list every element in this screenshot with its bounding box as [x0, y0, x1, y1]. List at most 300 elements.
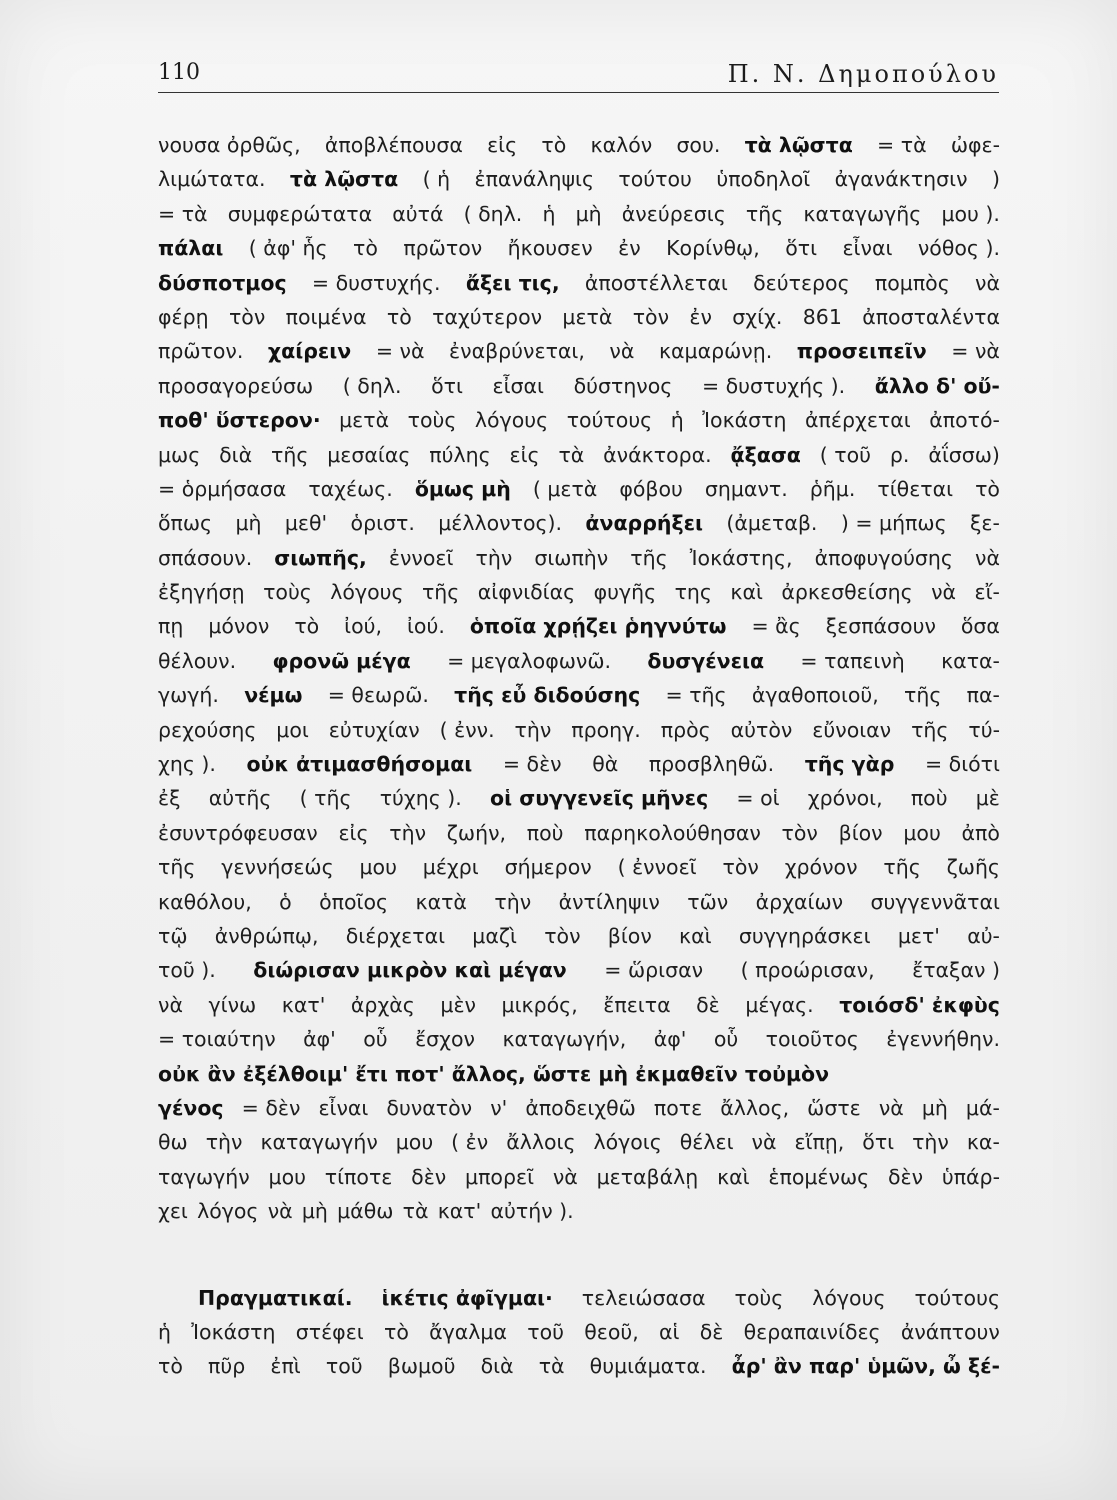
text-segment: ἄλλοις — [506, 1130, 576, 1155]
text-segment: μὴ — [235, 511, 262, 536]
text-segment: ἡ — [158, 1319, 171, 1344]
text-segment: δεύτερος — [753, 270, 850, 295]
text-line — [158, 1281, 1000, 1315]
text-segment: γεννήσεώς — [221, 855, 334, 880]
text-segment: νὰ — [975, 545, 1000, 570]
lemma-term: διώρισαν μικρὸν καὶ μέγαν — [253, 958, 567, 983]
text-segment: τὴν — [475, 545, 513, 570]
text-line — [158, 644, 1000, 678]
text-segment: γωγή. — [158, 683, 219, 708]
text-segment: τὰ — [538, 1354, 565, 1379]
text-segment: οὗ — [713, 1027, 739, 1052]
text-segment: τοὺς — [734, 1285, 784, 1310]
text-segment: ( προώρισαν, — [740, 958, 875, 983]
text-segment: ρεχούσης — [158, 717, 257, 742]
lemma-term: ᾄξασα — [730, 442, 801, 467]
text-segment: λόγους — [474, 408, 549, 433]
text-segment: ( μετὰ — [532, 476, 598, 501]
text-line — [158, 575, 1000, 609]
text-segment: τοὺς — [263, 580, 312, 605]
text-segment: ὅτι — [431, 373, 463, 398]
text-segment: τὴν — [389, 820, 427, 845]
text-segment: θω — [158, 1130, 188, 1155]
text-segment: ποιμένα — [285, 304, 367, 329]
text-segment: δὲν — [887, 1164, 924, 1189]
text-segment: τούτου — [618, 167, 692, 192]
text-line — [158, 850, 1000, 884]
text-segment: σχίχ. — [732, 304, 783, 329]
lemma-term: νέμω — [244, 683, 303, 708]
text-segment: ξεσπάσουν — [825, 614, 936, 639]
text-segment: πῦρ — [208, 1354, 246, 1379]
text-segment: νὰ — [975, 270, 1000, 295]
text-segment: ἀπὸ — [961, 820, 1000, 845]
text-segment: συγγηράσκει — [738, 923, 871, 948]
text-segment: καὶ — [730, 580, 763, 605]
text-line — [158, 438, 1000, 472]
text-segment: ἀγανάκτησιν — [834, 167, 968, 192]
text-segment: καὶ — [717, 1164, 750, 1189]
text-segment: μεσαίας — [327, 442, 411, 467]
text-segment: ταχέως. — [308, 476, 393, 501]
text-segment: ὁριστ. — [350, 511, 415, 536]
text-segment: νὰ — [931, 580, 957, 605]
text-segment: μέγας. — [745, 992, 814, 1017]
text-line — [158, 747, 1000, 781]
text-segment: κατα- — [941, 648, 1000, 673]
text-segment: τὸ — [158, 1354, 183, 1379]
text-segment: τὸ — [975, 476, 1000, 501]
text-segment: βίον — [838, 820, 883, 845]
text-segment: ἀγαθοποιοῦ, — [751, 683, 879, 708]
lemma-term: τῆς γὰρ — [804, 752, 895, 777]
text-segment: θέλει — [679, 1130, 734, 1155]
text-line — [158, 919, 1000, 953]
text-segment: τοῦ ). — [158, 958, 216, 983]
text-segment: κα- — [966, 1130, 1000, 1155]
text-segment: ὁ — [279, 889, 292, 914]
lemma-term: Πραγματικαί. — [198, 1285, 353, 1310]
text-segment: προηγ. — [571, 717, 641, 742]
text-segment: πῃ — [158, 614, 184, 639]
text-segment: τοῦ — [527, 1319, 564, 1344]
text-segment: κατ' — [281, 992, 326, 1017]
text-segment: ἀνεύρεσις — [621, 201, 726, 226]
text-segment: λόγους — [812, 1285, 886, 1310]
running-head: Π. Ν. Δημοπούλου — [727, 60, 999, 88]
text-segment: νὰ — [267, 1199, 293, 1224]
lemma-term: ἱκέτις ἀφῖγμαι· — [381, 1285, 553, 1310]
text-segment: τίποτε — [324, 1164, 393, 1189]
text-segment: τῆς — [883, 855, 921, 880]
text-segment: συμφερώτατα — [227, 201, 373, 226]
lemma-term: οὐκ ἀτιμασθήσομαι — [246, 752, 473, 777]
text-segment: στέφει — [295, 1319, 364, 1344]
text-line — [158, 1194, 1000, 1228]
text-segment: τὸν — [632, 304, 670, 329]
text-segment: θεραπαινίδες — [743, 1319, 881, 1344]
text-segment: καλόν — [590, 133, 653, 157]
lemma-term: σιωπῆς, — [274, 545, 367, 570]
text-segment: ἀνάκτορα. — [603, 442, 712, 467]
text-segment: τοὺς — [407, 408, 457, 433]
text-segment: = οἱ — [736, 786, 780, 811]
text-segment: = τῆς — [665, 683, 727, 708]
text-segment: ( ἐνν. — [439, 717, 495, 742]
text-segment: ἐξ — [158, 786, 181, 811]
text-line — [158, 197, 1000, 231]
text-segment: ἔπειτα — [603, 992, 671, 1017]
text-segment: εἴπῃ, — [794, 1130, 845, 1155]
text-segment: μὲν — [440, 992, 476, 1017]
text-line — [158, 231, 1000, 265]
text-segment: ἀφ' — [653, 1027, 687, 1052]
text-line — [158, 334, 1000, 368]
text-segment: αἱ — [659, 1319, 680, 1344]
text-segment: μου — [268, 1164, 306, 1189]
text-segment: ὁποῖος — [319, 889, 389, 914]
text-line — [158, 541, 1000, 575]
text-segment: μου — [395, 1130, 434, 1155]
text-segment: καθόλου, — [158, 889, 252, 914]
text-segment: χης ). — [158, 752, 216, 777]
lemma-term: δυσγένεια — [647, 648, 765, 673]
text-segment: τῆς — [158, 855, 196, 880]
page-number: 110 — [158, 60, 200, 85]
lemma-term: φρονῶ μέγα — [272, 648, 411, 673]
text-line — [158, 885, 1000, 919]
text-segment: ἐπανάληψις — [474, 167, 595, 192]
text-segment: ἀρχαίων — [755, 889, 844, 914]
text-segment: τελειώσασα — [581, 1285, 706, 1310]
text-segment: μπορεῖ — [465, 1164, 535, 1189]
text-segment: μεθ' — [284, 511, 328, 536]
text-segment: = ὥρισαν — [604, 958, 704, 983]
text-line — [158, 403, 1000, 437]
text-segment: τὴν — [205, 1130, 243, 1155]
text-segment: νὰ — [878, 1095, 904, 1120]
text-segment: ἀποσταλέντα — [862, 304, 1000, 329]
text-segment: ν' — [490, 1095, 508, 1120]
text-segment: μου — [903, 820, 941, 845]
text-segment: = θεωρῶ. — [327, 683, 429, 708]
text-segment: Ἰοκάστης, — [689, 545, 793, 570]
lemma-term: ἆρ' ἂν παρ' ὑμῶν, ὦ ξέ- — [731, 1354, 1000, 1379]
text-segment: ῥῆμ. — [809, 476, 856, 501]
commentary-text — [158, 128, 1000, 1384]
text-segment: εἶναι — [842, 236, 893, 261]
text-segment: φυγῆς — [593, 580, 657, 605]
text-segment: ( δηλ. — [463, 201, 523, 226]
text-segment: = τοιαύτην — [158, 1027, 276, 1052]
text-segment: μά- — [965, 1095, 1000, 1120]
text-segment: διὰ — [480, 1354, 514, 1379]
text-segment: σημαντ. — [704, 476, 788, 501]
text-line — [158, 506, 1000, 540]
text-segment: ἀΐσσω) — [928, 442, 1000, 467]
text-segment: καταγωγήν, — [502, 1027, 627, 1052]
text-segment: βωμοῦ — [387, 1354, 456, 1379]
text-segment: ( τοῦ — [819, 442, 872, 467]
text-segment: ἰού. — [407, 614, 445, 639]
text-segment: ἤκουσεν — [507, 236, 593, 261]
text-segment: ζωήν, — [446, 820, 507, 845]
text-segment: ἀπέρχεται — [805, 408, 911, 433]
text-segment: νὰ — [552, 1164, 578, 1189]
text-segment: = ὁρμήσασα — [158, 476, 287, 501]
text-segment: Κορίνθῳ, — [666, 236, 760, 261]
lemma-term: ἄξει τις, — [465, 270, 560, 295]
lemma-term: ὁποῖα χρῄζει ῥηγνύτω — [469, 614, 727, 639]
text-segment: ( ἀφ' ἧς — [248, 236, 328, 261]
text-segment: διέρχεται — [345, 923, 446, 948]
text-segment: ἄγαλμα — [429, 1319, 507, 1344]
text-segment: τὰ — [402, 1199, 429, 1224]
text-line — [158, 1057, 1000, 1091]
text-segment: ὑποδηλοῖ — [716, 167, 811, 192]
text-segment: τῆς — [630, 545, 668, 570]
page-header — [158, 52, 999, 93]
text-segment: ἀντίληψιν — [558, 889, 660, 914]
text-segment: ἀρκεσθείσης — [781, 580, 913, 605]
text-segment: τὸ — [352, 236, 378, 261]
text-segment: ἀνάπτουν — [900, 1319, 1000, 1344]
text-segment: ὠφε- — [950, 133, 1000, 157]
text-segment: τίθεται — [877, 476, 954, 501]
text-segment: αἰφνιδίας — [477, 580, 576, 605]
text-segment: = ταπεινὴ — [800, 648, 905, 673]
text-segment: τὸν — [228, 304, 266, 329]
text-segment: καταγωγήν — [260, 1130, 378, 1155]
text-segment: δύστηνος — [573, 373, 673, 398]
text-segment: ( ἡ — [422, 167, 451, 192]
text-segment: κατ' — [437, 1199, 482, 1224]
text-segment: εἶσαι — [492, 373, 544, 398]
text-segment: ταχύτερον — [432, 304, 543, 329]
text-segment: αὐτῆς — [208, 786, 272, 811]
lemma-term: ὅμως μὴ — [414, 476, 511, 501]
text-segment: ὥστε — [807, 1095, 861, 1120]
text-segment: χει — [158, 1199, 188, 1224]
text-segment: ὑπάρ- — [941, 1164, 1000, 1189]
text-segment: τὴν — [494, 889, 532, 914]
text-segment: θεοῦ, — [584, 1319, 639, 1344]
text-segment: μέλλοντος). — [438, 511, 563, 536]
lemma-term: δύσποτμος — [158, 270, 287, 295]
text-segment: ἡ — [670, 408, 684, 433]
text-segment: λόγους — [330, 580, 404, 605]
text-segment: μαζὶ — [472, 923, 517, 948]
text-line — [158, 162, 1000, 196]
text-segment: τούτους — [566, 408, 653, 433]
text-line — [158, 266, 1000, 300]
text-line — [158, 1091, 1000, 1125]
text-segment: ἀποτό- — [929, 408, 1000, 433]
text-segment: σήμερον — [504, 855, 592, 880]
text-segment: θυμιάματα. — [589, 1354, 707, 1379]
text-segment: θέλουν. — [158, 648, 237, 673]
text-segment: δὲ — [696, 992, 720, 1017]
text-segment: της — [674, 580, 712, 605]
text-segment: δὲ — [699, 1319, 724, 1344]
text-segment: αὐτά — [392, 201, 444, 226]
text-segment: δὲν — [411, 1164, 447, 1189]
text-segment: ποὺ — [526, 820, 564, 845]
text-segment: = ἂς — [751, 614, 801, 639]
lemma-term: τῆς εὖ διδούσης — [454, 683, 641, 708]
text-line — [158, 369, 1000, 403]
text-segment: ἐν — [618, 236, 641, 261]
text-segment: = δὲν — [502, 752, 562, 777]
text-line — [158, 472, 1000, 506]
text-segment: βίον — [607, 923, 652, 948]
text-segment: = δὲν — [241, 1095, 301, 1120]
text-segment: ἐννοεῖ — [388, 545, 454, 570]
text-segment: οὗ — [363, 1027, 388, 1052]
text-segment: μετὰ — [339, 408, 390, 433]
text-segment: = δυστυχής. — [311, 270, 441, 295]
text-segment: ἡ — [542, 201, 556, 226]
text-segment: = διότι — [924, 752, 1000, 777]
text-segment: ὅτι — [785, 236, 818, 261]
text-segment: τὸ — [294, 614, 320, 639]
text-segment: εὔνοιαν — [812, 717, 892, 742]
text-segment: λόγοις — [593, 1130, 662, 1155]
text-segment: ἑπομένως — [768, 1164, 870, 1189]
text-segment: = τὰ — [158, 201, 208, 226]
text-line — [158, 1349, 1000, 1383]
text-segment: μως — [158, 442, 201, 467]
lemma-term: χαίρειν — [267, 339, 352, 364]
text-segment: ) = μήπως — [840, 511, 947, 536]
text-segment: ἔσχον — [415, 1027, 475, 1052]
text-segment: ἀποβλέπουσα — [324, 133, 463, 157]
text-segment: εἴ- — [974, 580, 1000, 605]
text-segment: = τὰ — [877, 133, 927, 157]
text-segment: πα- — [966, 683, 1000, 708]
text-segment: τούτους — [914, 1285, 1000, 1310]
text-segment: τῷ — [158, 923, 188, 948]
text-segment: λιμώτατα. — [158, 167, 266, 192]
text-segment: διὰ — [219, 442, 253, 467]
text-line — [158, 713, 1000, 747]
text-line — [158, 781, 1000, 815]
text-line — [158, 678, 1000, 712]
text-segment: νὰ — [609, 339, 635, 364]
text-segment: Ἰοκάστη — [702, 408, 787, 433]
text-segment: ἄλλος, — [720, 1095, 790, 1120]
lemma-term: τοιόσδ' ἐκφὺς — [839, 992, 1000, 1017]
text-segment: τῆς — [745, 201, 784, 226]
text-segment: μόνον — [208, 614, 270, 639]
text-segment: μὲ — [975, 786, 1000, 811]
text-line — [158, 128, 1000, 162]
text-segment: φόβου — [619, 476, 683, 501]
text-segment: αὐ- — [967, 923, 1000, 948]
text-segment: ἀποφυγούσης — [814, 545, 953, 570]
text-segment: πομπὸς — [874, 270, 950, 295]
text-segment: ξε- — [969, 511, 1000, 536]
text-segment: εἰς — [338, 820, 369, 845]
lemma-term: γένος — [158, 1095, 224, 1120]
text-segment: νὰ — [158, 992, 183, 1017]
text-segment: σου. — [676, 133, 721, 157]
text-segment: καὶ — [679, 923, 712, 948]
text-segment: σιωπὴν — [534, 545, 609, 570]
text-segment: καταγωγῆς — [803, 201, 922, 226]
text-segment: τοῦ — [325, 1354, 363, 1379]
text-segment: ἀποστέλλεται — [584, 270, 728, 295]
text-segment: μου ). — [941, 201, 1000, 226]
text-segment: αὐτὸν — [730, 717, 793, 742]
text-segment: τὸν — [781, 820, 818, 845]
paragraph-gap — [158, 1229, 1000, 1281]
text-segment: μὴ — [301, 1199, 328, 1224]
text-segment: νὰ — [751, 1130, 777, 1155]
text-segment: μάθω — [337, 1199, 394, 1224]
text-segment: προσαγορεύσω — [158, 373, 314, 398]
text-segment: τῆς — [421, 580, 460, 605]
text-segment: ρ. — [889, 442, 910, 467]
text-segment: ἀφ' — [303, 1027, 336, 1052]
text-segment: ἀνθρώπῳ, — [214, 923, 319, 948]
text-line — [158, 816, 1000, 850]
text-segment: πρὸς — [660, 717, 711, 742]
text-segment: μὴ — [575, 201, 602, 226]
text-segment: τοιοῦτος — [765, 1027, 859, 1052]
text-segment: ἐσυντρόφευσαν — [158, 820, 318, 845]
text-segment: προσβληθῶ. — [648, 752, 775, 777]
text-segment: εἰς — [509, 442, 540, 467]
text-segment: τὰ — [558, 442, 585, 467]
text-segment: τὸ — [383, 1319, 409, 1344]
text-segment: ( τῆς — [299, 786, 352, 811]
lemma-term: ποθ' ὕστερον· — [158, 408, 321, 433]
text-segment: μοι — [276, 717, 309, 742]
text-segment: μου — [359, 855, 397, 880]
text-line — [158, 609, 1000, 643]
text-segment: μὴ — [921, 1095, 948, 1120]
lemma-term: τὰ λῷστα — [744, 133, 853, 157]
text-segment: ὅτι — [862, 1130, 895, 1155]
text-segment: ) — [991, 167, 1000, 192]
text-segment: συγγεννᾶται — [870, 889, 1000, 914]
text-segment: καμαρώνῃ. — [658, 339, 773, 364]
lemma-term: προσειπεῖν — [796, 339, 927, 364]
text-segment: = μεγαλοφωνῶ. — [447, 648, 612, 673]
text-segment: ποτε — [653, 1095, 703, 1120]
lemma-term: οἱ συγγενεῖς μῆνες — [490, 786, 709, 811]
text-segment: μεταβάλῃ — [596, 1164, 699, 1189]
text-segment: ἐν — [689, 304, 712, 329]
text-segment: τὴν — [912, 1130, 949, 1155]
lemma-term: ἀναρρήξει — [585, 511, 703, 536]
text-segment: εἶναι — [318, 1095, 369, 1120]
text-segment: σπάσουν. — [158, 545, 253, 570]
lemma-term: οὐκ ἂν ἐξέλθοιμ' ἔτι ποτ' ἄλλος, ὥστε μὴ ἐκμαθεῖν τοὐμὸν — [158, 1061, 830, 1086]
text-segment: τύ- — [968, 717, 1000, 742]
text-segment: χρόνοι, — [807, 786, 883, 811]
text-segment: εὐτυχίαν — [328, 717, 420, 742]
text-segment: ὅπως — [158, 511, 213, 536]
text-segment: ταγωγήν — [158, 1164, 250, 1189]
text-line — [158, 1022, 1000, 1056]
text-segment: χρόνον — [784, 855, 858, 880]
text-segment: νόθος ). — [917, 236, 1000, 261]
text-segment: τύχης ). — [379, 786, 462, 811]
text-segment: μετ' — [897, 923, 940, 948]
text-segment: λόγος — [197, 1199, 259, 1224]
